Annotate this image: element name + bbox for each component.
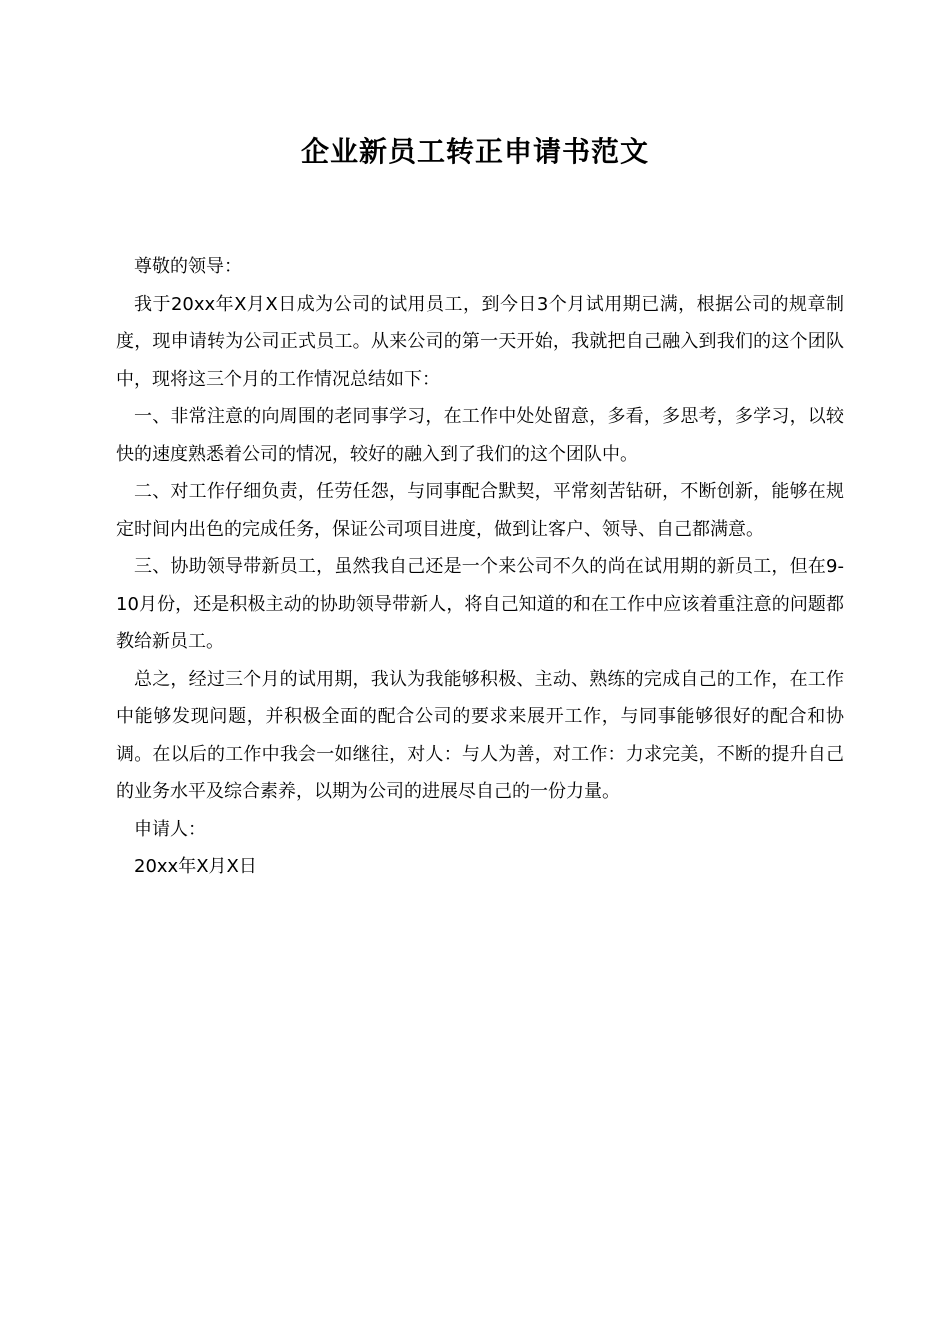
paragraph-point-3: 三、协助领导带新员工，虽然我自己还是一个来公司不久的尚在试用期的新员工，但在9-10月份，还是积极主动的协助领导带新人，将自己知道的和在工作中应该着重注意的问题都教给新员工。 bbox=[116, 556, 844, 652]
paragraph-point-1: 一、非常注意的向周围的老同事学习，在工作中处处留意，多看，多思考，多学习，以较快的速度熟悉着公司的情况，较好的融入到了我们的这个团队中。 bbox=[116, 406, 844, 465]
document-body bbox=[116, 248, 844, 886]
document-title: 企业新员工转正申请书范文 bbox=[300, 135, 649, 168]
salutation: 尊敬的领导： bbox=[134, 256, 242, 277]
paragraph-conclusion: 总之，经过三个月的试用期，我认为我能够积极、主动、熟练的完成自己的工作，在工作中能够发现问题，并积极全面的配合公司的要求来展开工作，与同事能够很好的配合和协调。在以后的工作中我会一如继往，对人：与人为善，对工作：力求完美，不断的提升自己的业务水平及综合素养，以期为公司的进展尽自己的一份力量。 bbox=[116, 668, 844, 802]
paragraph-intro: 我于20xx年X月X日成为公司的试用员工，到今日3个月试用期已满，根据公司的规章制度，现申请转为公司正式员工。从来公司的第一天开始，我就把自己融入到我们的这个团队中，现将这三个月的工作情况总结如下： bbox=[116, 293, 844, 390]
paragraph-point-2: 二、对工作仔细负责，任劳任怨，与同事配合默契，平常刻苦钻研，不断创新，能够在规定时间内出色的完成任务，保证公司项目进度，做到让客户、领导、自己都满意。 bbox=[116, 481, 844, 540]
signature-date: 20xx年X月X日 bbox=[134, 856, 257, 877]
signature-label: 申请人： bbox=[134, 818, 206, 840]
